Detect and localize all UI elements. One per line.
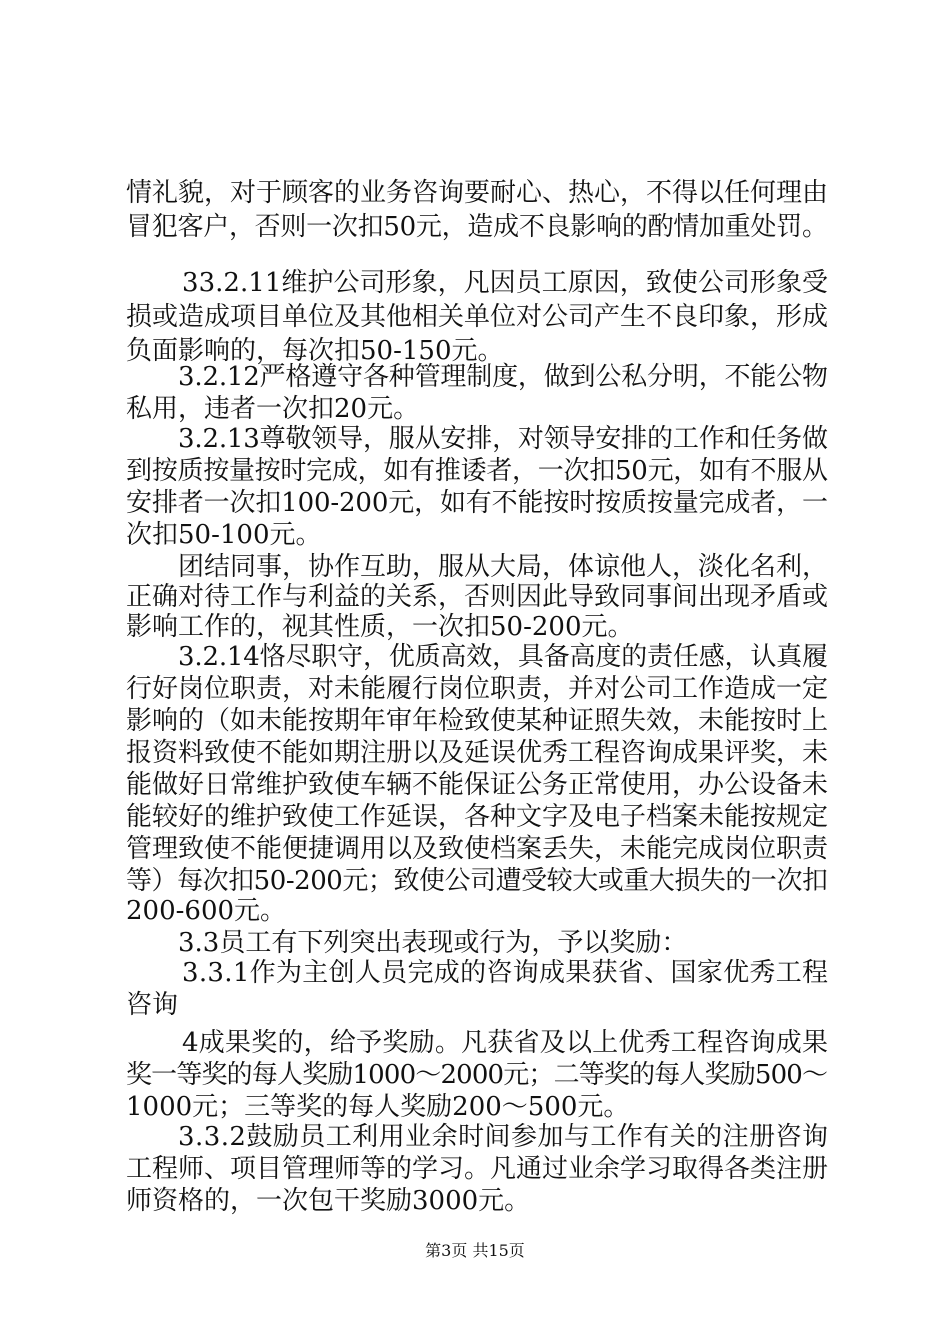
text-line: 负面影响的，每次扣50-150元。 (126, 336, 504, 366)
text-line: 3.3员工有下列突出表现或行为，予以奖励： (178, 928, 688, 958)
text-line: 冒犯客户，否则一次扣50元，造成不良影响的酌情加重处罚。 (126, 212, 828, 242)
text-line: 能较好的维护致使工作延误，各种文字及电子档案未能按规定 (126, 802, 828, 832)
text-line: 工程师、项目管理师等的学习。凡通过业余学习取得各类注册 (126, 1154, 828, 1184)
text-line: 影响工作的，视其性质，一次扣50-200元。 (126, 612, 634, 642)
text-line: 师资格的，一次包干奖励3000元。 (126, 1186, 531, 1216)
text-line: 报资料致使不能如期注册以及延误优秀工程咨询成果评奖，未 (126, 738, 828, 768)
text-line: 安排者一次扣100-200元，如有不能按时按质按量完成者，一 (126, 488, 828, 518)
text-line: 3.3.1作为主创人员完成的咨询成果获省、国家优秀工程 (182, 958, 829, 988)
text-line: 情礼貌，对于顾客的业务咨询要耐心、热心，不得以任何理由 (126, 178, 828, 208)
text-line: 次扣50-100元。 (126, 520, 322, 550)
text-line: 奖一等奖的每人奖励1000～2000元；二等奖的每人奖励500～ (126, 1060, 828, 1090)
text-line: 3.3.2鼓励员工利用业余时间参加与工作有关的注册咨询 (178, 1122, 829, 1152)
text-line: 私用，违者一次扣20元。 (126, 394, 420, 424)
text-line: 200-600元。 (126, 896, 287, 926)
page-footer: 第3页 共15页 (425, 1241, 525, 1260)
text-line: 3.2.13尊敬领导，服从安排，对领导安排的工作和任务做 (178, 424, 828, 454)
text-line: 管理致使不能便捷调用以及致使档案丢失，未能完成岗位职责 (126, 834, 828, 864)
text-line: 4成果奖的，给予奖励。凡获省及以上优秀工程咨询成果 (182, 1028, 829, 1058)
text-line: 正确对待工作与利益的关系，否则因此导致同事间出现矛盾或 (126, 582, 828, 612)
text-line: 咨询 (126, 990, 179, 1020)
text-line: 团结同事，协作互助，服从大局，体谅他人，淡化名利， (178, 552, 828, 582)
text-line: 3.2.12严格遵守各种管理制度，做到公私分明，不能公物 (178, 362, 828, 392)
text-line: 1000元；三等奖的每人奖励200～500元。 (126, 1092, 630, 1122)
text-line: 等）每次扣50-200元；致使公司遭受较大或重大损失的一次扣 (126, 866, 828, 896)
text-line: 能做好日常维护致使车辆不能保证公务正常使用，办公设备未 (126, 770, 828, 800)
text-line: 到按质按量按时完成，如有推诿者，一次扣50元，如有不服从 (126, 456, 828, 486)
text-line: 3.2.14恪尽职守，优质高效，具备高度的责任感，认真履 (178, 642, 828, 672)
text-line: 损或造成项目单位及其他相关单位对公司产生不良印象，形成 (126, 302, 828, 332)
text-line: 行好岗位职责，对未能履行岗位职责，并对公司工作造成一定 (126, 674, 828, 704)
text-line: 33.2.11维护公司形象，凡因员工原因，致使公司形象受 (182, 268, 829, 298)
text-line: 影响的（如未能按期年审年检致使某种证照失效，未能按时上 (126, 706, 828, 736)
